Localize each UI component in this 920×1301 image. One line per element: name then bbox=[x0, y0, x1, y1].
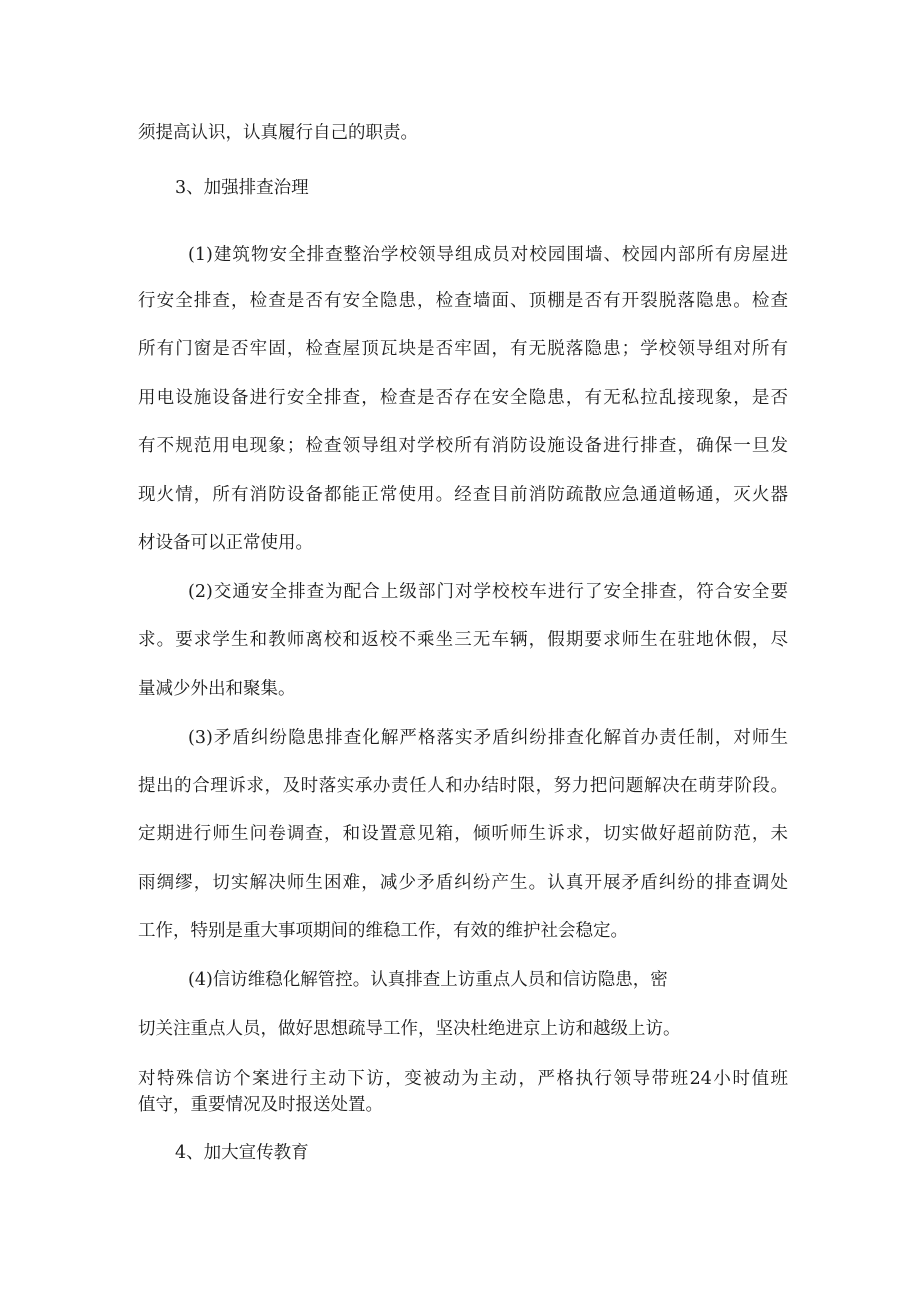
item-4-line: (4)信访维稳化解管控。认真排查上访重点人员和信访隐患，密 bbox=[188, 970, 668, 990]
item-2-line: (2)交通安全排查为配合上级部门对学校校车进行了安全排查，符合安全要 bbox=[188, 582, 788, 602]
section-4-heading: 4、加大宣传教育 bbox=[175, 1143, 309, 1163]
item-4-line: 切关注重点人员，做好思想疏导工作，坚决杜绝进京上访和越级上访。 bbox=[138, 1019, 681, 1039]
item-1-line: 有不规范用电现象；检查领导组对学校所有消防设施设备进行排查，确保一旦发 bbox=[138, 436, 788, 456]
item-4-line: 对特殊信访个案进行主动下访，变被动为主动，严格执行领导带班24小时值班 bbox=[138, 1069, 788, 1089]
item-3-line: 定期进行师生问卷调查，和设置意见箱，倾听师生诉求，切实做好超前防范，未 bbox=[138, 824, 788, 844]
item-3-line: 工作，特别是重大事项期间的维稳工作，有效的维护社会稳定。 bbox=[138, 921, 628, 941]
item-1-line: 材设备可以正常使用。 bbox=[138, 533, 313, 553]
item-2-line: 量减少外出和聚集。 bbox=[138, 679, 296, 699]
item-3-line: 雨绸缪，切实解决师生困难，减少矛盾纠纷产生。认真开展矛盾纠纷的排查调处 bbox=[138, 873, 788, 893]
item-3-line: (3)矛盾纠纷隐患排查化解严格落实矛盾纠纷排查化解首办责任制，对师生 bbox=[188, 728, 788, 748]
item-1-line: 用电设施设备进行安全排查，检查是否存在安全隐患，有无私拉乱接现象，是否 bbox=[138, 388, 788, 408]
item-4-line: 值守，重要情况及时报送处置。 bbox=[138, 1095, 383, 1115]
section-3-heading: 3、加强排查治理 bbox=[175, 178, 309, 198]
item-1-line: 行安全排查，检查是否有安全隐患，检查墙面、顶棚是否有开裂脱落隐患。检查 bbox=[138, 291, 788, 311]
item-1-line: 现火情，所有消防设备都能正常使用。经查目前消防疏散应急通道畅通，灭火器 bbox=[138, 485, 788, 505]
continuation-line: 须提高认识，认真履行自己的职责。 bbox=[138, 123, 418, 143]
item-1-line: (1)建筑物安全排查整治学校领导组成员对校园围墙、校园内部所有房屋进 bbox=[188, 245, 788, 265]
item-1-line: 所有门窗是否牢固，检查屋顶瓦块是否牢固，有无脱落隐患；学校领导组对所有 bbox=[138, 339, 788, 359]
item-3-line: 提出的合理诉求，及时落实承办责任人和办结时限，努力把问题解决在萌芽阶段。 bbox=[138, 776, 788, 796]
item-2-line: 求。要求学生和教师离校和返校不乘坐三无车辆，假期要求师生在驻地休假，尽 bbox=[138, 630, 788, 650]
